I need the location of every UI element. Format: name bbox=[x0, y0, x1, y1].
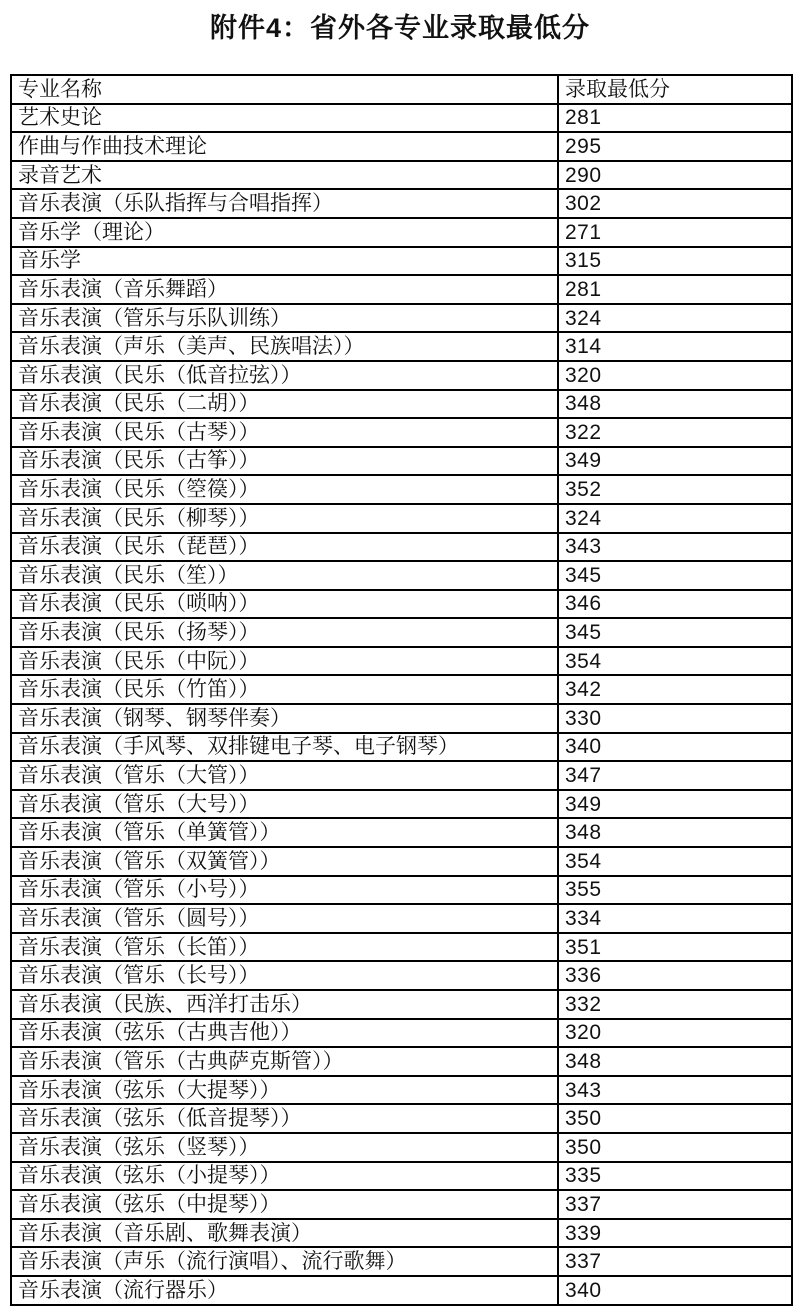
table-row bbox=[11, 790, 792, 819]
major-cell: 音乐表演（民乐（中阮）） bbox=[11, 647, 558, 676]
score-cell: 339 bbox=[558, 1219, 792, 1248]
major-cell: 音乐表演（弦乐（大提琴）） bbox=[11, 1076, 558, 1105]
scores-table bbox=[10, 74, 793, 1306]
table-row bbox=[11, 1162, 792, 1191]
major-cell: 音乐表演（声乐（美声、民族唱法）） bbox=[11, 332, 558, 361]
major-cell: 艺术史论 bbox=[11, 104, 558, 133]
table-row bbox=[11, 1076, 792, 1105]
score-cell: 337 bbox=[558, 1247, 792, 1276]
major-cell: 音乐表演（管乐（长笛）） bbox=[11, 933, 558, 962]
major-cell: 音乐表演（弦乐（低音提琴）） bbox=[11, 1104, 558, 1133]
major-cell: 音乐表演（管乐（古典萨克斯管）） bbox=[11, 1047, 558, 1076]
major-cell: 音乐表演（音乐舞蹈） bbox=[11, 275, 558, 304]
header-row bbox=[11, 75, 792, 104]
score-cell: 352 bbox=[558, 475, 792, 504]
table-row bbox=[11, 161, 792, 190]
score-cell: 347 bbox=[558, 761, 792, 790]
table-row bbox=[11, 733, 792, 762]
table-row bbox=[11, 590, 792, 619]
score-cell: 271 bbox=[558, 218, 792, 247]
score-cell: 290 bbox=[558, 161, 792, 190]
major-cell: 音乐表演（弦乐（小提琴）） bbox=[11, 1162, 558, 1191]
score-cell: 281 bbox=[558, 275, 792, 304]
table-row bbox=[11, 275, 792, 304]
table-row bbox=[11, 247, 792, 276]
table-row bbox=[11, 189, 792, 218]
major-cell: 音乐表演（民乐（柳琴）） bbox=[11, 504, 558, 533]
table-row bbox=[11, 418, 792, 447]
major-cell: 音乐表演（民乐（唢呐）） bbox=[11, 590, 558, 619]
score-cell: 342 bbox=[558, 675, 792, 704]
major-cell: 音乐表演（民乐（笙）） bbox=[11, 561, 558, 590]
score-cell: 354 bbox=[558, 647, 792, 676]
major-cell: 音乐表演（管乐（双簧管）） bbox=[11, 847, 558, 876]
table-row bbox=[11, 618, 792, 647]
table-row bbox=[11, 475, 792, 504]
major-cell: 音乐表演（民乐（古琴）） bbox=[11, 418, 558, 447]
score-cell: 332 bbox=[558, 990, 792, 1019]
table-row bbox=[11, 504, 792, 533]
score-cell: 330 bbox=[558, 704, 792, 733]
major-cell: 音乐表演（民族、西洋打击乐） bbox=[11, 990, 558, 1019]
major-cell: 音乐表演（管乐（小号）） bbox=[11, 876, 558, 905]
score-cell: 355 bbox=[558, 876, 792, 905]
major-cell: 录音艺术 bbox=[11, 161, 558, 190]
major-cell: 音乐表演（弦乐（古典吉他）） bbox=[11, 1019, 558, 1048]
score-cell: 343 bbox=[558, 533, 792, 562]
table-row bbox=[11, 1190, 792, 1219]
major-cell: 音乐学（理论） bbox=[11, 218, 558, 247]
table-row bbox=[11, 1219, 792, 1248]
major-cell: 音乐表演（音乐剧、歌舞表演） bbox=[11, 1219, 558, 1248]
table-row bbox=[11, 847, 792, 876]
score-cell: 336 bbox=[558, 961, 792, 990]
score-cell: 315 bbox=[558, 247, 792, 276]
score-cell: 320 bbox=[558, 1019, 792, 1048]
score-cell: 351 bbox=[558, 933, 792, 962]
major-cell: 音乐表演（声乐（流行演唱）、流行歌舞） bbox=[11, 1247, 558, 1276]
table-row bbox=[11, 304, 792, 333]
major-cell: 音乐表演（手风琴、双排键电子琴、电子钢琴） bbox=[11, 733, 558, 762]
score-cell: 350 bbox=[558, 1104, 792, 1133]
page-title: 附件4：省外各专业录取最低分 bbox=[209, 13, 590, 43]
major-cell: 音乐表演（管乐（大管）） bbox=[11, 761, 558, 790]
score-cell: 349 bbox=[558, 447, 792, 476]
table-body bbox=[11, 104, 792, 1305]
major-cell: 音乐表演（管乐（单簧管）） bbox=[11, 818, 558, 847]
major-cell: 音乐表演（民乐（二胡）） bbox=[11, 390, 558, 419]
major-cell: 音乐表演（民乐（扬琴）） bbox=[11, 618, 558, 647]
major-cell: 音乐表演（民乐（古筝）） bbox=[11, 447, 558, 476]
table-row bbox=[11, 1276, 792, 1305]
major-cell: 音乐表演（管乐（长号）） bbox=[11, 961, 558, 990]
score-cell: 345 bbox=[558, 561, 792, 590]
table-row bbox=[11, 647, 792, 676]
major-cell: 音乐表演（民乐（低音拉弦）） bbox=[11, 361, 558, 390]
score-cell: 354 bbox=[558, 847, 792, 876]
score-cell: 346 bbox=[558, 590, 792, 619]
table-row bbox=[11, 761, 792, 790]
table-row bbox=[11, 675, 792, 704]
major-cell: 音乐表演（民乐（竹笛）） bbox=[11, 675, 558, 704]
score-cell: 348 bbox=[558, 390, 792, 419]
score-cell: 334 bbox=[558, 904, 792, 933]
table-row bbox=[11, 390, 792, 419]
major-cell: 音乐表演（弦乐（中提琴）） bbox=[11, 1190, 558, 1219]
column-header-score: 录取最低分 bbox=[558, 75, 792, 104]
major-cell: 音乐表演（管乐（大号）） bbox=[11, 790, 558, 819]
major-cell: 音乐表演（民乐（琵琶）） bbox=[11, 533, 558, 562]
score-cell: 340 bbox=[558, 1276, 792, 1305]
table-row bbox=[11, 876, 792, 905]
score-cell: 295 bbox=[558, 132, 792, 161]
score-cell: 343 bbox=[558, 1076, 792, 1105]
table-row bbox=[11, 904, 792, 933]
table-row bbox=[11, 1133, 792, 1162]
score-cell: 281 bbox=[558, 104, 792, 133]
table-row bbox=[11, 104, 792, 133]
table-row bbox=[11, 1019, 792, 1048]
table-row bbox=[11, 332, 792, 361]
major-cell: 音乐表演（弦乐（竖琴）） bbox=[11, 1133, 558, 1162]
score-cell: 322 bbox=[558, 418, 792, 447]
major-cell: 音乐学 bbox=[11, 247, 558, 276]
score-cell: 302 bbox=[558, 189, 792, 218]
column-header-major: 专业名称 bbox=[11, 75, 558, 104]
score-cell: 314 bbox=[558, 332, 792, 361]
major-cell: 音乐表演（管乐（圆号）） bbox=[11, 904, 558, 933]
table-row bbox=[11, 1104, 792, 1133]
table-row bbox=[11, 933, 792, 962]
table-row bbox=[11, 218, 792, 247]
table-row bbox=[11, 990, 792, 1019]
table-row bbox=[11, 132, 792, 161]
score-cell: 320 bbox=[558, 361, 792, 390]
score-cell: 348 bbox=[558, 818, 792, 847]
score-cell: 340 bbox=[558, 733, 792, 762]
major-cell: 音乐表演（管乐与乐队训练） bbox=[11, 304, 558, 333]
table-row bbox=[11, 1047, 792, 1076]
score-cell: 324 bbox=[558, 304, 792, 333]
score-cell: 348 bbox=[558, 1047, 792, 1076]
score-cell: 350 bbox=[558, 1133, 792, 1162]
table-row bbox=[11, 533, 792, 562]
major-cell: 音乐表演（流行器乐） bbox=[11, 1276, 558, 1305]
table-row bbox=[11, 1247, 792, 1276]
score-cell: 349 bbox=[558, 790, 792, 819]
major-cell: 音乐表演（钢琴、钢琴伴奏） bbox=[11, 704, 558, 733]
table-row bbox=[11, 961, 792, 990]
score-cell: 335 bbox=[558, 1162, 792, 1191]
major-cell: 音乐表演（民乐（箜篌）） bbox=[11, 475, 558, 504]
table-row bbox=[11, 704, 792, 733]
table-row bbox=[11, 361, 792, 390]
table-row bbox=[11, 561, 792, 590]
score-cell: 324 bbox=[558, 504, 792, 533]
score-cell: 337 bbox=[558, 1190, 792, 1219]
table-row bbox=[11, 818, 792, 847]
table-row bbox=[11, 447, 792, 476]
major-cell: 音乐表演（乐队指挥与合唱指挥） bbox=[11, 189, 558, 218]
score-cell: 345 bbox=[558, 618, 792, 647]
major-cell: 作曲与作曲技术理论 bbox=[11, 132, 558, 161]
